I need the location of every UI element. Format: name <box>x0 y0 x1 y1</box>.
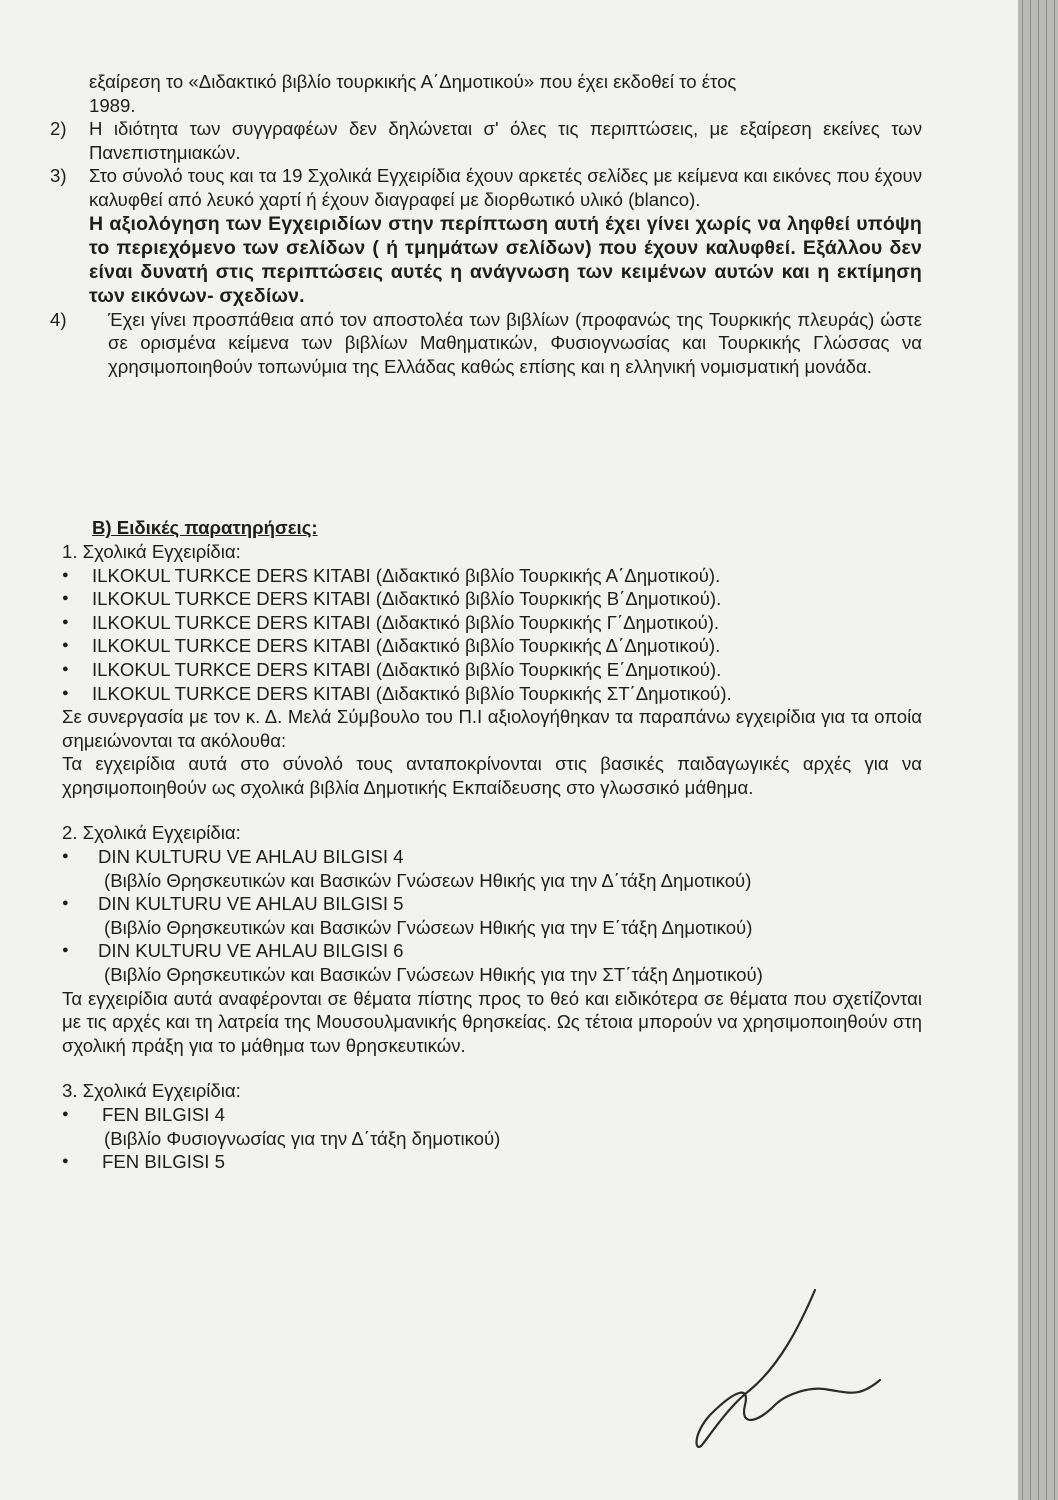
group3-book-title: ● FEN BILGISI 5 <box>62 1150 922 1174</box>
group2-book-title: ● DIN KULTURU VE AHLAU BILGISI 4 <box>62 845 922 869</box>
group1-book: ● ILKOKUL TURKCE DERS KITABI (Διδακτικό βιβλίο Τουρκικής ΣΤ΄Δημοτικού). <box>62 682 922 706</box>
point-4 <box>50 308 922 379</box>
group2-book-desc: (Βιβλίο Θρησκευτικών και Βασικών Γνώσεων Ηθικής για την Δ΄τάξη Δημοτικού) <box>104 869 752 891</box>
group2-book-title: ● DIN KULTURU VE AHLAU BILGISI 5 <box>62 892 922 916</box>
group2-book-desc: (Βιβλίο Θρησκευτικών και Βασικών Γνώσεων Ηθικής για την Ε΄τάξη Δημοτικού) <box>104 916 753 938</box>
group3-book-desc: (Βιβλίο Φυσιογνωσίας για την Δ΄τάξη δημοτικού) <box>104 1127 501 1149</box>
group2-assessment: Τα εγχειρίδια αυτά αναφέρονται σε θέματα πίστης προς το θεό και ειδικότερα σε θέματα που σχετίζονται με τις αρχές και τη λατρεία της Μουσουλμανικής θρησκείας. Ως τέτοια μπορούν να χρησιμοποιηθούν στη σχολική πράξη για το μάθημα των θρησκευτικών. <box>62 987 922 1056</box>
group2-book-desc: (Βιβλίο Θρησκευτικών και Βασικών Γνώσεων Ηθικής για την ΣΤ΄τάξη Δημοτικού) <box>104 964 763 986</box>
page-edge-stack <box>1018 0 1058 1500</box>
group1-note: Σε συνεργασία με τον κ. Δ. Μελά Σύμβουλο του Π.Ι αξιολογήθηκαν τα παραπάνω εγχειρίδια για τα οποία σημειώνονται τα ακόλουθα: <box>62 706 922 751</box>
section-heading: Β) Ειδικές παρατηρήσεις: <box>92 517 318 539</box>
group1-assessment: Τα εγχειρίδια αυτά στο σύνολό τους ανταποκρίνονται στις βασικές παιδαγωγικές αρχές για να χρησιμοποιηθούν ως σχολικά βιβλία Δημοτικής Εκπαίδευσης στο γλωσσικό μάθημα. <box>62 753 922 798</box>
group1-book: ● ILKOKUL TURKCE DERS KITABI (Διδακτικό βιβλίο Τουρκικής Δ΄Δημοτικού). <box>62 634 922 658</box>
group3-book-title: ● FEN BILGISI 4 <box>62 1103 922 1127</box>
point-2 <box>50 117 922 164</box>
point-2-number: 2) <box>50 118 67 140</box>
point-2-text: Η ιδιότητα των συγγραφέων δεν δηλώνεται σ' όλες τις περιπτώσεις, με εξαίρεση εκείνες των Πανεπιστημιακών. <box>89 118 922 163</box>
point-4-number: 4) <box>50 308 67 330</box>
group1-book: ● ILKOKUL TURKCE DERS KITABI (Διδακτικό βιβλίο Τουρκικής Β΄Δημοτικού). <box>62 587 922 611</box>
group2-book-title: ● DIN KULTURU VE AHLAU BILGISI 6 <box>62 939 922 963</box>
group1-book: ● ILKOKUL TURKCE DERS KITABI (Διδακτικό βιβλίο Τουρκικής Ε΄Δημοτικού). <box>62 658 922 682</box>
point-4-text: Έχει γίνει προσπάθεια από τον αποστολέα των βιβλίων (προφανώς της Τουρκικής πλευράς) ώστε σε ορισμένα κείμενα των βιβλίων Μαθηματικών, Φυσιογνωσίας και Τουρκικής Γλώσσας να χρησιμοποιηθούν τοπωνύμια της Ελλάδας καθώς επίσης και η ελληνική νομισματική μονάδα. <box>108 308 922 377</box>
intro-line-1: εξαίρεση το «Διδακτικό βιβλίο τουρκικής Α΄Δημοτικού» που έχει εκδοθεί το έτος <box>89 71 737 92</box>
point-3 <box>50 164 922 211</box>
document-body <box>50 70 922 1174</box>
point-3-number: 3) <box>50 165 67 187</box>
signature <box>690 1285 900 1455</box>
group1-label: 1. Σχολικά Εγχειρίδια: <box>62 540 241 562</box>
point-3-text: Στο σύνολό τους και τα 19 Σχολικά Εγχειρίδια έχουν αρκετές σελίδες με κείμενα και εικόνες που έχουν καλυφθεί από λευκό χαρτί ή έχουν διαγραφεί με διορθωτικό υλικό (blanco). <box>89 165 922 210</box>
intro-line-2: 1989. <box>89 94 136 116</box>
group1-book: ● ILKOKUL TURKCE DERS KITABI (Διδακτικό βιβλίο Τουρκικής Α΄Δημοτικού). <box>62 564 922 588</box>
group2-label: 2. Σχολικά Εγχειρίδια: <box>62 822 241 844</box>
group3-label: 3. Σχολικά Εγχειρίδια: <box>62 1080 241 1102</box>
group1-book: ● ILKOKUL TURKCE DERS KITABI (Διδακτικό βιβλίο Τουρκικής Γ΄Δημοτικού). <box>62 611 922 635</box>
bold-note: Η αξιολόγηση των Εγχειριδίων στην περίπτωση αυτή έχει γίνει χωρίς να ληφθεί υπόψη το περιεχόμενο των σελίδων ( ή τμημάτων σελίδων) που έχουν καλυφθεί. Εξάλλου δεν είναι δυνατή στις περιπτώσεις αυτές η ανάγνωση των κειμένων αυτών και η εκτίμηση των εικόνων- σχεδίων. <box>89 212 922 307</box>
